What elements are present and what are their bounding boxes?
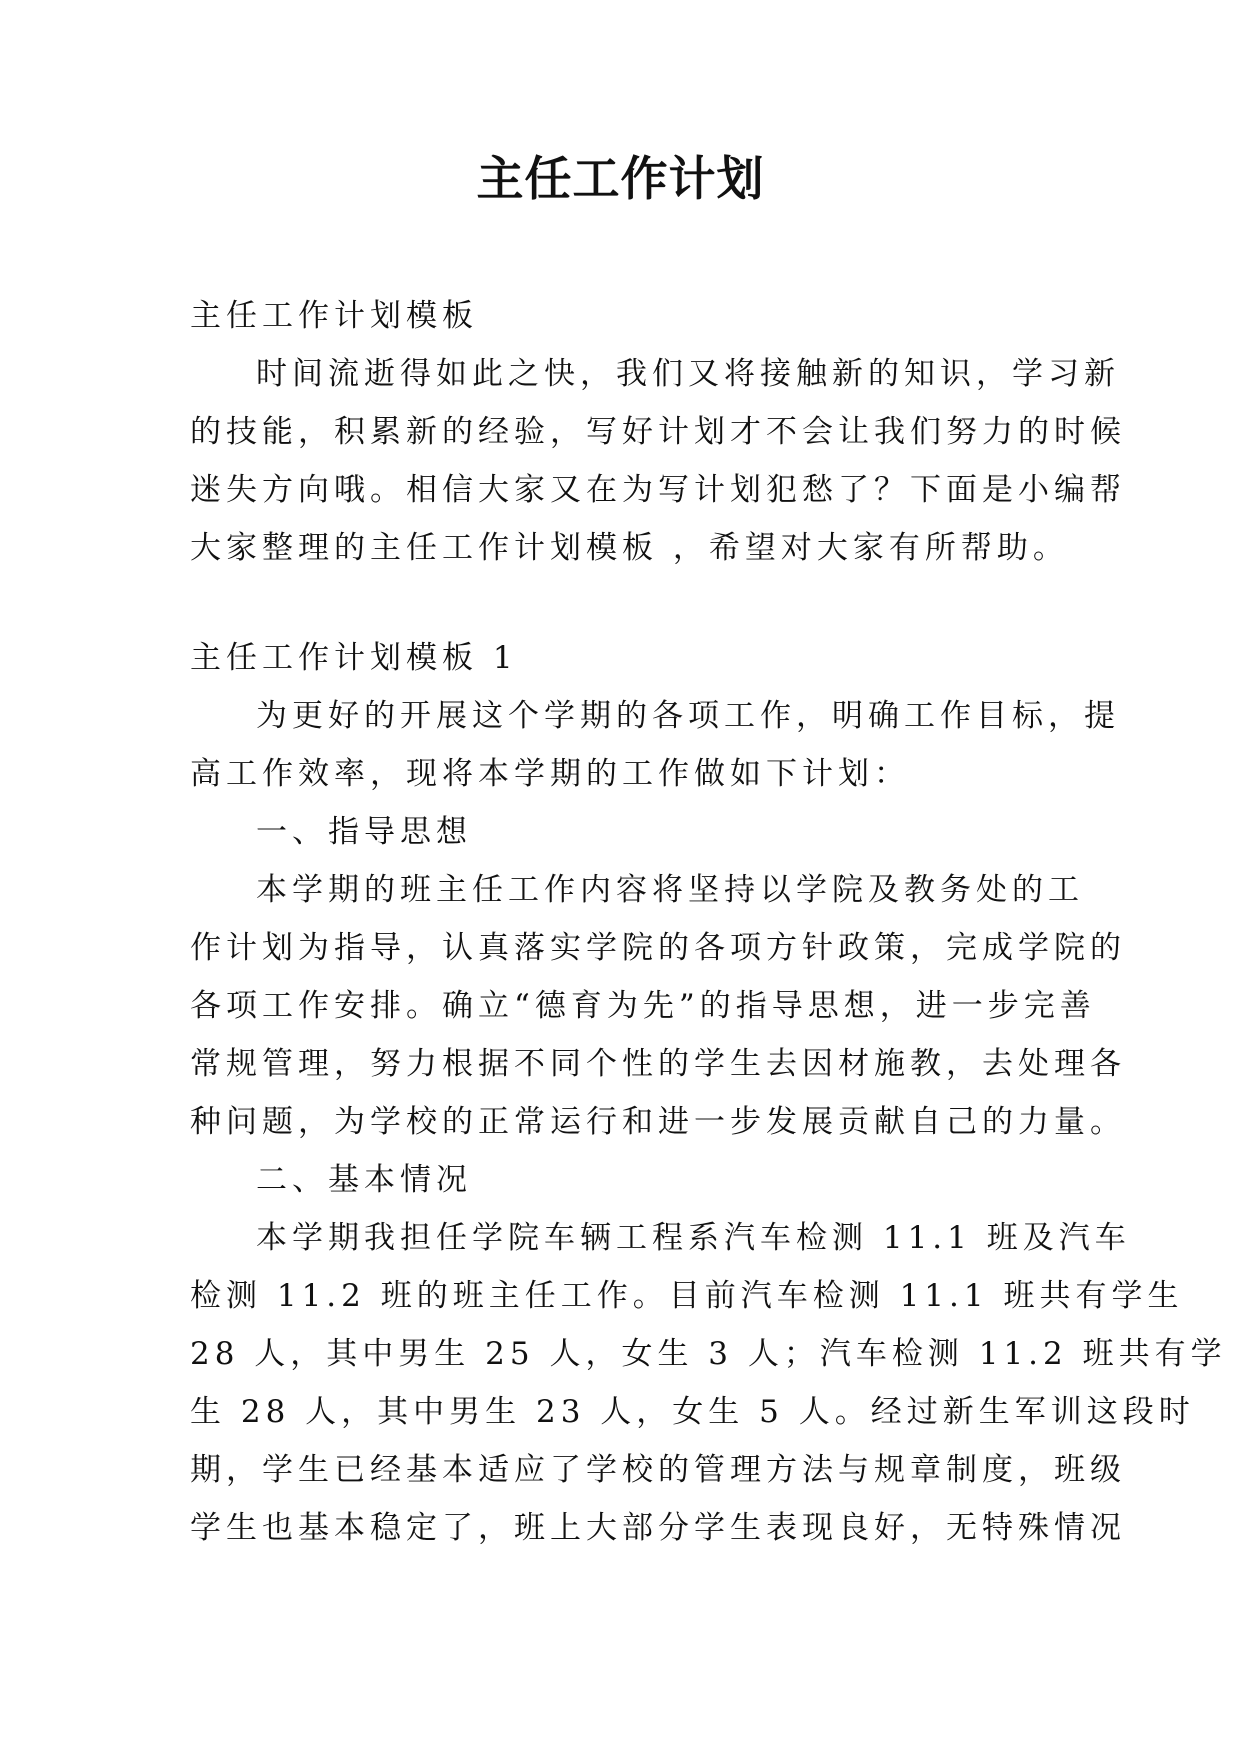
paragraph-line: 生 28 人，其中男生 23 人，女生 5 人。经过新生军训这段时 xyxy=(190,1394,1195,1430)
intro-paragraph-line: 时间流逝得如此之快，我们又将接触新的知识，学习新 xyxy=(256,356,1120,392)
document-body xyxy=(190,287,1227,1557)
paragraph-line: 各项工作安排。确立“德育为先”的指导思想，进一步完善 xyxy=(190,988,1096,1024)
paragraph-line: 作计划为指导，认真落实学院的各项方针政策，完成学院的 xyxy=(190,930,1126,966)
subsection-heading: 一、指导思想 xyxy=(256,814,472,850)
intro-paragraph-line: 的技能，积累新的经验，写好计划才不会让我们努力的时候 xyxy=(190,414,1126,450)
paragraph-line: 本学期的班主任工作内容将坚持以学院及教务处的工 xyxy=(256,872,1084,908)
intro-paragraph-line: 迷失方向哦。相信大家又在为写计划犯愁了？下面是小编帮 xyxy=(190,472,1126,508)
intro-paragraph-line: 大家整理的主任工作计划模板 ，希望对大家有所帮助。 xyxy=(190,530,1069,566)
section-heading: 主任工作计划模板 1 xyxy=(190,640,518,676)
paragraph-line: 种问题，为学校的正常运行和进一步发展贡献自己的力量。 xyxy=(190,1104,1126,1140)
paragraph-line: 为更好的开展这个学期的各项工作，明确工作目标，提 xyxy=(256,698,1120,734)
paragraph-line: 期，学生已经基本适应了学校的管理方法与规章制度，班级 xyxy=(190,1452,1126,1488)
paragraph-line: 本学期我担任学院车辆工程系汽车检测 11.1 班及汽车 xyxy=(256,1220,1131,1256)
paragraph-line: 常规管理，努力根据不同个性的学生去因材施教，去处理各 xyxy=(190,1046,1126,1082)
paragraph-line: 28 人，其中男生 25 人，女生 3 人；汽车检测 11.2 班共有学 xyxy=(190,1336,1227,1372)
paragraph-line: 检测 11.2 班的班主任工作。目前汽车检测 11.1 班共有学生 xyxy=(190,1278,1184,1314)
paragraph-line: 学生也基本稳定了，班上大部分学生表现良好，无特殊情况 xyxy=(190,1510,1126,1546)
subsection-heading: 二、基本情况 xyxy=(256,1162,472,1198)
document-title: 主任工作计划 xyxy=(476,152,765,207)
section-heading: 主任工作计划模板 xyxy=(190,298,478,334)
paragraph-line: 高工作效率，现将本学期的工作做如下计划： xyxy=(190,756,910,792)
